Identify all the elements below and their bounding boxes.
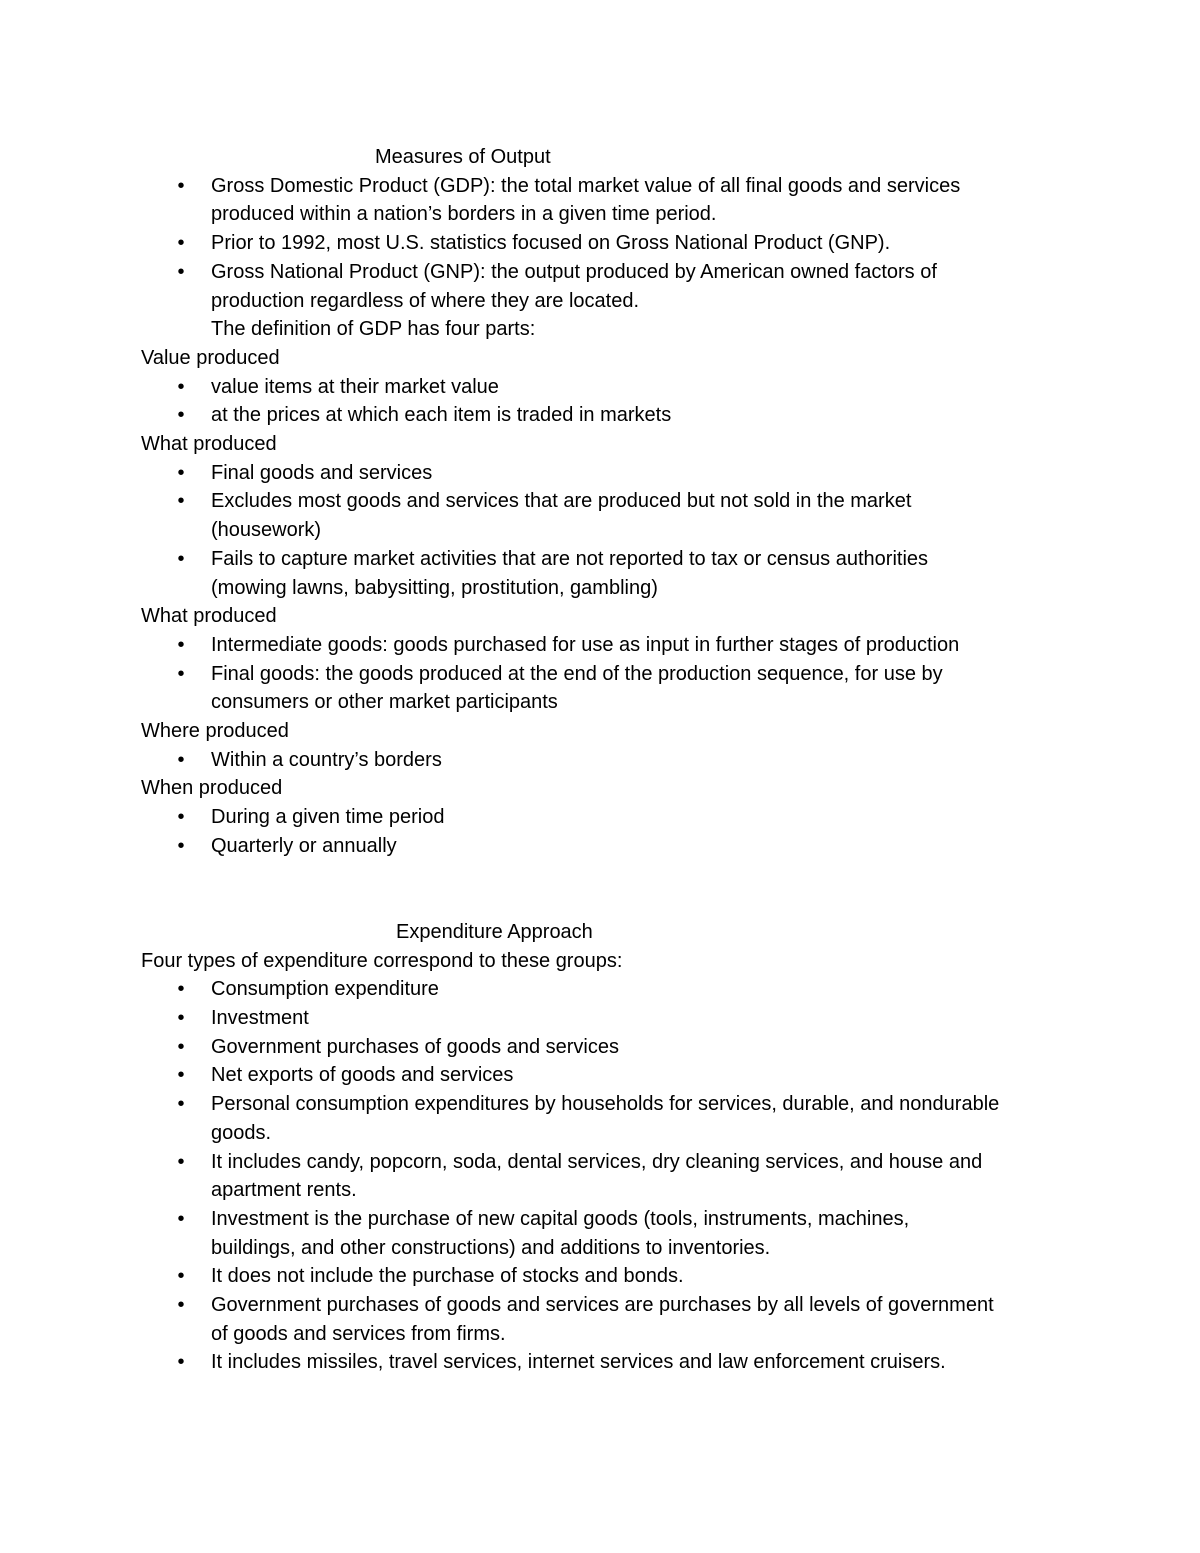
bullet-text: Gross Domestic Product (GDP): the total market value of all final goods and services: [211, 174, 961, 197]
bullet-glyph: •: [177, 1265, 185, 1288]
bullet-text: Government purchases of goods and services: [211, 1035, 619, 1058]
bullet-text: During a given time period: [211, 806, 445, 829]
bullet-text: It includes missiles, travel services, internet services and law enforcement cruisers.: [211, 1351, 946, 1374]
group-heading: What produced: [141, 433, 277, 455]
bullet-glyph: •: [177, 748, 185, 771]
section-intro: Four types of expenditure correspond to these groups:: [141, 949, 623, 972]
bullet-text: Government purchases of goods and services are purchases by all levels of government: [211, 1294, 994, 1316]
bullet-glyph: •: [177, 1064, 185, 1087]
bullet-glyph: •: [177, 1007, 185, 1029]
bullet-text: Final goods and services: [211, 461, 433, 484]
bullet-text-continuation: buildings, and other constructions) and additions to inventories.: [211, 1236, 771, 1259]
bullet-text: Consumption expenditure: [211, 978, 439, 1001]
bullet-glyph: •: [177, 232, 185, 255]
bullet-text: It includes candy, popcorn, soda, dental services, dry cleaning services, and house and: [211, 1150, 983, 1173]
bullet-text: Personal consumption expenditures by households for services, durable, and nondurable: [211, 1093, 1000, 1116]
bullet-glyph: •: [177, 1150, 185, 1173]
group-heading: What produced: [141, 605, 277, 628]
group-heading: Where produced: [141, 720, 289, 742]
bullet-text: at the prices at which each item is traded in markets: [211, 404, 672, 427]
bullet-text: It does not include the purchase of stocks and bonds.: [211, 1265, 684, 1288]
bullet-glyph: •: [177, 547, 185, 570]
bullet-glyph: •: [177, 806, 185, 829]
bullet-text-continuation: goods.: [211, 1121, 272, 1144]
section-title-expenditure-approach: Expenditure Approach: [396, 920, 593, 943]
bullet-glyph: •: [177, 461, 185, 484]
bullet-glyph: •: [177, 1093, 185, 1116]
bullet-glyph: •: [177, 375, 185, 398]
bullet-glyph: •: [177, 1035, 185, 1058]
bullet-glyph: •: [177, 404, 185, 427]
group-heading: Value produced: [141, 346, 280, 369]
bullet-glyph: •: [177, 978, 185, 1001]
bullet-glyph: •: [177, 490, 185, 513]
bullet-text: value items at their market value: [211, 375, 499, 398]
bullet-text: Final goods: the goods produced at the end of the production sequence, for use by: [211, 662, 943, 685]
bullet-text-continuation: of goods and services from firms.: [211, 1322, 506, 1345]
group-heading: When produced: [141, 777, 283, 800]
bullet-glyph: •: [177, 174, 185, 197]
bullet-text: Within a country’s borders: [211, 748, 442, 771]
bullet-glyph: •: [177, 662, 185, 685]
bullet-glyph: •: [177, 834, 185, 857]
bullet-text-continuation: (mowing lawns, babysitting, prostitution, gambling): [211, 576, 658, 599]
bullet-text: Intermediate goods: goods purchased for use as input in further stages of production: [211, 633, 960, 656]
bullet-glyph: •: [177, 633, 185, 656]
bullet-text-continuation: (housework): [211, 519, 322, 542]
bullet-glyph: •: [177, 1294, 185, 1316]
bullet-text: Excludes most goods and services that are produced but not sold in the market: [211, 490, 912, 513]
bullet-text: Prior to 1992, most U.S. statistics focused on Gross National Product (GNP).: [211, 232, 891, 255]
bullet-text: Investment: [211, 1007, 309, 1029]
bullet-text-continuation: consumers or other market participants: [211, 691, 558, 714]
bullet-text-continuation: production regardless of where they are located.: [211, 289, 640, 312]
bullet-glyph: •: [177, 260, 185, 283]
bullet-text: Fails to capture market activities that are not reported to tax or census authorities: [211, 547, 929, 570]
bullet-text: Investment is the purchase of new capital goods (tools, instruments, machines,: [211, 1207, 910, 1230]
bullet-text: Quarterly or annually: [211, 834, 397, 857]
section-title-measures-of-output: Measures of Output: [375, 146, 551, 168]
bullet-text: Net exports of goods and services: [211, 1064, 514, 1087]
bullet-glyph: •: [177, 1351, 185, 1374]
definition-note: The definition of GDP has four parts:: [211, 318, 536, 341]
bullet-text: Gross National Product (GNP): the output produced by American owned factors of: [211, 260, 937, 283]
bullet-glyph: •: [177, 1207, 185, 1230]
bullet-text-continuation: produced within a nation’s borders in a given time period.: [211, 203, 717, 226]
bullet-text-continuation: apartment rents.: [211, 1179, 357, 1202]
